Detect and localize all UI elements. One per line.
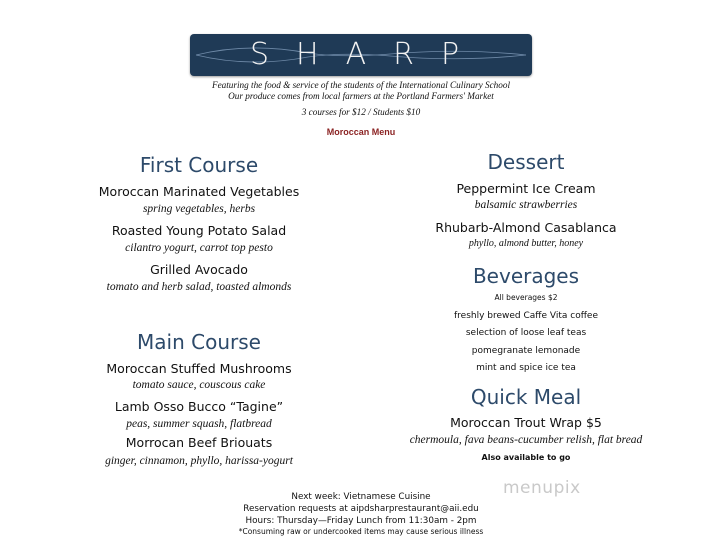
quick-meal-desc: chermoula, fava beans-cucumber relish, flat bread bbox=[409, 434, 643, 446]
logo-text: SHARP bbox=[249, 37, 487, 72]
main-item-1-name: Moroccan Stuffed Mushrooms bbox=[106, 361, 292, 376]
quick-meal-title: Quick Meal bbox=[470, 385, 582, 409]
footer-hours: Hours: Thursday—Friday Lunch from 11:30am - 2pm bbox=[245, 516, 477, 526]
main-item-2-name: Lamb Osso Bucco “Tagine” bbox=[114, 399, 284, 414]
price-note: 3 courses for $12 / Students $10 bbox=[301, 107, 421, 117]
beverage-item-3: pomegranate lemonade bbox=[471, 346, 581, 356]
tagline-line2: Our produce comes from local farmers at the Portland Farmers' Market bbox=[228, 91, 494, 101]
first-course-title: First Course bbox=[139, 153, 259, 177]
watermark: menupix bbox=[503, 478, 581, 498]
footer-next-week: Next week: Vietnamese Cuisine bbox=[291, 492, 431, 502]
beverages-note: All beverages $2 bbox=[494, 293, 558, 302]
dessert-item-1-desc: balsamic strawberries bbox=[474, 199, 578, 211]
dessert-item-2-name: Rhubarb-Almond Casablanca bbox=[435, 220, 617, 235]
dessert-title: Dessert bbox=[487, 150, 565, 174]
dessert-item-1-name: Peppermint Ice Cream bbox=[456, 181, 596, 196]
tagline-line1: Featuring the food & service of the students of the International Culinary School bbox=[211, 80, 511, 90]
footer-disclaimer: *Consuming raw or undercooked items may cause serious illness bbox=[238, 527, 484, 536]
first-item-1-name: Moroccan Marinated Vegetables bbox=[98, 184, 300, 199]
first-item-2-desc: cilantro yogurt, carrot top pesto bbox=[125, 242, 273, 254]
beverage-item-2: selection of loose leaf teas bbox=[465, 328, 587, 338]
main-item-3-desc: ginger, cinnamon, phyllo, harissa-yogurt bbox=[105, 455, 293, 467]
quick-meal-item: Moroccan Trout Wrap $5 bbox=[450, 415, 602, 430]
first-item-3-name: Grilled Avocado bbox=[150, 262, 248, 277]
dessert-item-2-desc: phyllo, almond butter, honey bbox=[468, 238, 584, 249]
footer-reservations: Reservation requests at aipdsharprestaurant@aii.edu bbox=[243, 504, 479, 514]
quick-meal-note: Also available to go bbox=[481, 453, 571, 462]
main-course-title: Main Course bbox=[137, 330, 261, 354]
main-item-1-desc: tomato sauce, couscous cake bbox=[132, 379, 266, 391]
main-item-2-desc: peas, summer squash, flatbread bbox=[126, 418, 272, 430]
menu-name: Moroccan Menu bbox=[326, 127, 396, 137]
main-item-3-name: Morrocan Beef Briouats bbox=[125, 435, 273, 450]
beverage-item-4: mint and spice ice tea bbox=[476, 363, 576, 373]
first-item-1-desc: spring vegetables, herbs bbox=[142, 203, 256, 215]
first-item-2-name: Roasted Young Potato Salad bbox=[111, 223, 287, 238]
first-item-3-desc: tomato and herb salad, toasted almonds bbox=[106, 281, 292, 293]
beverage-item-1: freshly brewed Caffe Vita coffee bbox=[453, 311, 598, 321]
logo-banner bbox=[190, 34, 532, 76]
beverages-title: Beverages bbox=[472, 264, 580, 288]
